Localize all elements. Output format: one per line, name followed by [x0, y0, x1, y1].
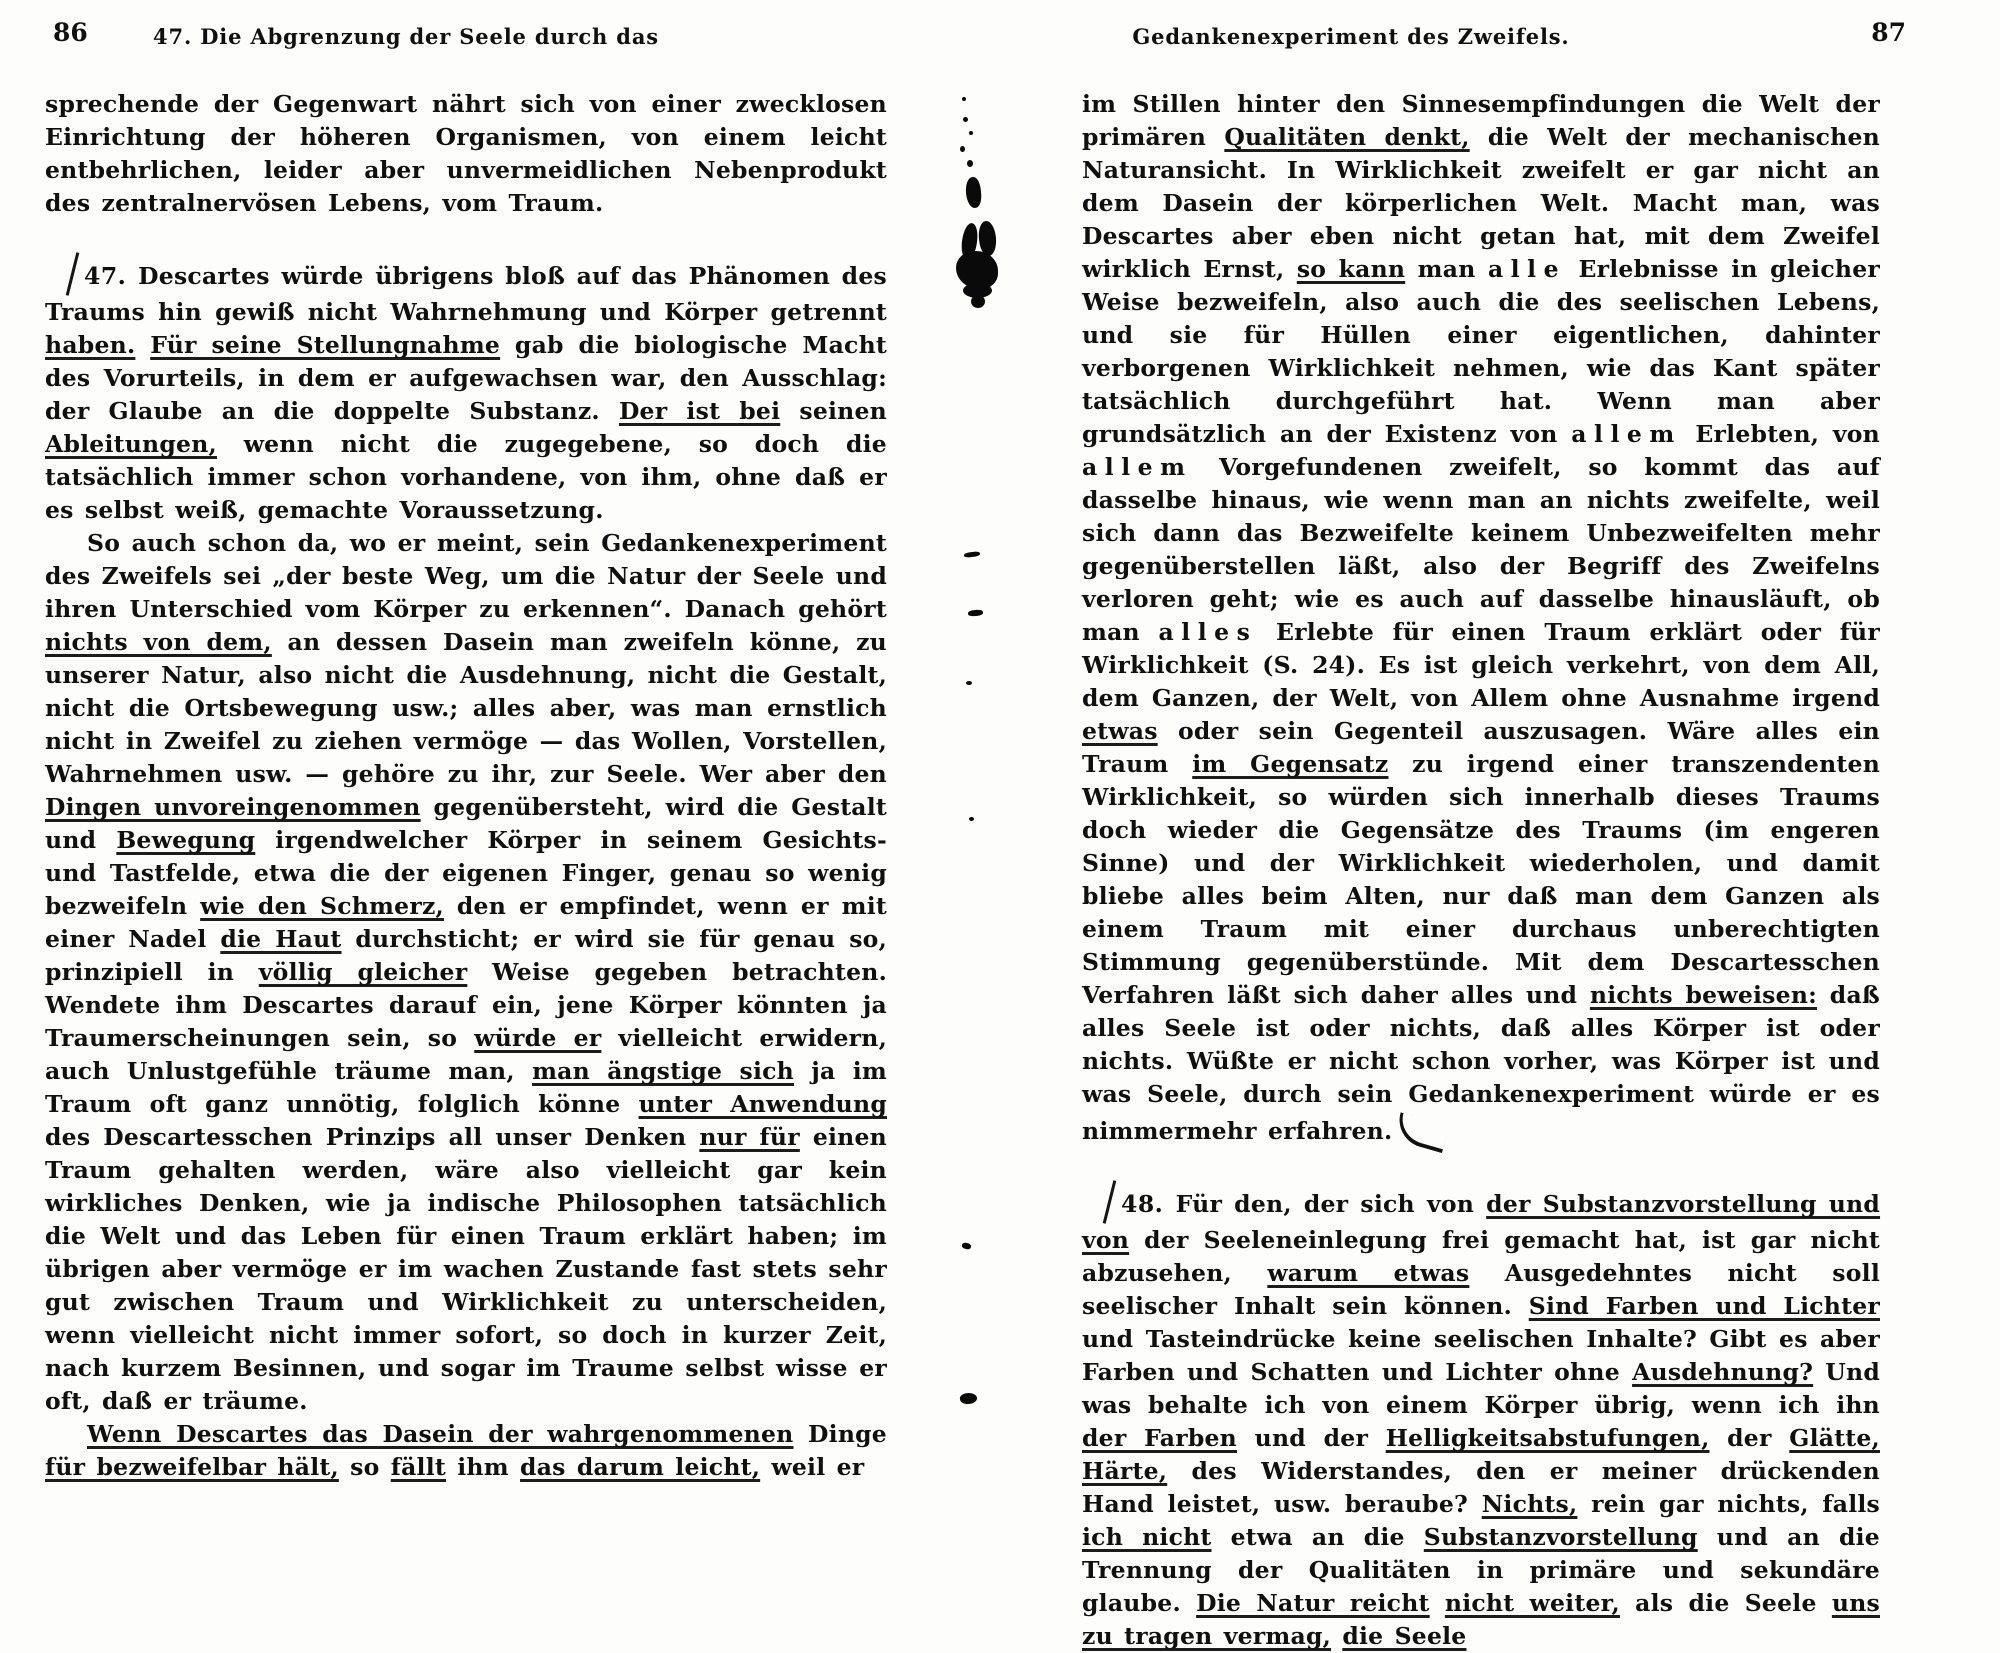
text-segment: der Seeleneinlegung frei gemacht hat, ist gar nicht abzusehen,	[1082, 1226, 1880, 1287]
text-segment: 47.	[84, 262, 139, 290]
pencil-underlined-text: würde er	[474, 1024, 602, 1052]
pencil-underlined-text: fällt	[390, 1453, 446, 1481]
text-segment: die Welt der mechanischen Naturansicht. In Wirklichkeit zweifelt er gar nicht an dem Dasein der körperlichen Welt. Macht man, was Descartes aber eben nicht getan hat, mit dem Zweifel wirklich Ernst,	[1082, 123, 1881, 283]
page-86	[45, 0, 887, 1484]
text-segment: des Descartesschen Prinzips all unser Denken	[45, 1123, 700, 1151]
pencil-underlined-text: wie den Schmerz,	[200, 892, 444, 920]
ink-speck	[968, 609, 983, 616]
text-segment: Erlebten, von	[1681, 420, 1880, 448]
pencil-underlined-text: nur für	[699, 1123, 800, 1151]
text-segment	[135, 331, 150, 359]
text-segment: Erlebnisse in gleicher Weise bezweifeln, also auch die des seelischen Lebens, und sie für Hüllen einer eigentlichen, dahinter verborgenen Wirklichkeit nehmen, wie das Kant später tatsächlich durchgeführt hat. Wenn man aber grundsätzlich an der Existenz von	[1082, 255, 1880, 448]
pencil-underlined-text: Glätte, Härte,	[1082, 1424, 1880, 1485]
handwritten-slash-mark	[66, 252, 80, 295]
running-header: Gedankenexperiment des Zweifels.	[1132, 24, 1570, 49]
paragraph	[1082, 88, 1880, 1148]
text-segment: vielleicht erwidern, auch Unlustgefühle träume man,	[45, 1024, 888, 1085]
pencil-underlined-text: völlig gleicher	[258, 958, 468, 986]
text-segment: und an die Trennung der Qualitäten in primäre und sekundäre glaube.	[1082, 1523, 1880, 1617]
pencil-underlined-text: der Farben	[1082, 1424, 1237, 1452]
page-87-header	[1082, 0, 1906, 60]
text-segment: Dinge	[793, 1420, 887, 1448]
pencil-underlined-text: haben.	[45, 331, 136, 359]
text-segment: etwa an die	[1211, 1523, 1424, 1551]
pencil-underlined-text: warum etwas	[1267, 1259, 1470, 1287]
pen-flourish-mark	[1393, 1112, 1450, 1153]
ink-speck	[966, 681, 972, 685]
pencil-underlined-text: nichts beweisen:	[1589, 981, 1818, 1009]
text-segment: an dessen Dasein man zweifeln könne, zu unserer Natur, also nicht die Ausdehnung, nicht die Gestalt, nicht die Ortsbewegung usw.; alles aber, was man ernstlich nicht in Zweifel zu ziehen vermöge — das Wollen, Vorstellen, Wahrnehmen usw. — gehöre zu ihr, zur Seele. Wer aber den	[45, 628, 887, 788]
text-segment: oder sein Gegenteil auszusagen. Wäre alles ein Traum	[1082, 717, 1880, 778]
page-86-header	[45, 0, 887, 60]
text-segment: ihm	[445, 1453, 521, 1481]
pencil-underlined-text: der Substanzvorstellung und von	[1082, 1190, 1881, 1254]
pencil-underlined-text: Bewegung	[116, 826, 256, 854]
pencil-underlined-text: für bezweifelbar hält,	[45, 1453, 339, 1481]
text-segment: seinen	[780, 397, 887, 425]
paragraph	[45, 252, 887, 527]
pencil-underlined-text: Nichts,	[1481, 1490, 1578, 1518]
text-segment: ja im Traum oft ganz unnötig, folglich könne	[45, 1057, 887, 1118]
ink-speck	[969, 131, 973, 135]
text-segment: so	[338, 1453, 391, 1481]
pencil-underlined-text: nichts von dem,	[45, 628, 272, 656]
text-segment	[1430, 1589, 1445, 1617]
pencil-underlined-text: uns zu tragen vermag,	[1082, 1589, 1880, 1650]
text-segment: im Stillen hinter den Sinnesempfindungen die Welt der primären	[1082, 90, 1880, 151]
text-segment: Vorgefundenen zweifelt, so kommt das auf dasselbe hinaus, wie wenn man an nichts zweifelte, weil sich dann das Bezweifelte keinem Unbezweifelten mehr gegenüberstellen läßt, also der Begriff des Zweifelns verloren geht; wie es auch auf dasselbe hinausläuft, ob man	[1082, 453, 1880, 646]
ink-speck	[969, 817, 974, 821]
pencil-underlined-text: Wenn Descartes das Dasein der wahrgenommenen	[87, 1420, 794, 1448]
page-86-body-text	[45, 88, 887, 1484]
pencil-underlined-text: die Haut	[220, 925, 342, 953]
pencil-underlined-text: ich nicht	[1082, 1523, 1212, 1551]
pencil-underlined-text: man ängstige sich	[532, 1057, 794, 1085]
text-segment: durchsticht; er wird sie für genau so, prinzipiell in	[45, 925, 887, 986]
handwritten-slash-mark	[1103, 1180, 1117, 1223]
ink-speck	[963, 117, 968, 122]
pencil-underlined-text: Helligkeitsabstufungen,	[1385, 1424, 1710, 1452]
pencil-underlined-text: die Seele	[1342, 1622, 1467, 1650]
page-87-body-text	[1082, 88, 1880, 1653]
text-segment: als die Seele	[1619, 1589, 1832, 1617]
text-segment: und der	[1237, 1424, 1386, 1452]
ink-speck	[960, 146, 965, 152]
text-segment: wenn nicht die zugegebene, so doch die tatsächlich immer schon vorhandene, von ihm, ohne daß er es selbst weiß, gemachte Voraussetzung.	[45, 430, 887, 524]
pencil-underlined-text: so kann	[1296, 255, 1406, 283]
ink-speck	[959, 1392, 978, 1406]
text-segment: irgendwelcher Körper in seinem Gesichts- und Tastfelde, etwa die der eigenen Finger, genau so wenig bezweifeln	[45, 826, 887, 920]
text-segment: Ausgedehntes nicht soll seelischer Inhalt sein können.	[1082, 1259, 1880, 1320]
text-segment: Für den, der sich von	[1175, 1190, 1487, 1218]
pencil-underlined-text: Ausdehnung?	[1632, 1358, 1814, 1386]
text-segment: gab die biologische Macht des Vorurteils, in dem er aufgewachsen war, den Ausschlag: der Glaube an die doppelte Substanz.	[45, 331, 887, 425]
text-segment: sprechende der Gegenwart nährt sich von einer zwecklosen Einrichtung der höheren Organismen, von einem leicht entbehrlichen, leider aber unvermeidlichen Nebenprodukt des zentralnervösen Lebens, vom Traum.	[45, 90, 887, 217]
text-segment: weil er	[760, 1453, 865, 1481]
text-segment: 48.	[1121, 1190, 1176, 1218]
ink-speck	[961, 1242, 971, 1250]
text-segment	[1331, 1622, 1342, 1650]
pencil-underlined-text: im Gegensatz	[1192, 750, 1389, 778]
paragraph	[45, 1418, 887, 1484]
text-segment: alle	[1487, 255, 1567, 283]
running-header: 47. Die Abgrenzung der Seele durch das	[153, 24, 659, 49]
ink-speck	[964, 551, 980, 558]
pencil-underlined-text: Dingen unvoreingenommen	[45, 793, 421, 821]
text-segment: zu irgend einer transzendenten Wirklichkeit, so würden sich innerhalb dieses Traums doch wieder die Gegensätze des Traums (im engeren Sinne) und der Wirklichkeit wiederholen, und damit bliebe alles beim Alten, nur daß man dem Ganzen als einem Traum mit einer durchaus unberechtigten Stimmung gegenüberstünde. Mit dem Descartesschen Verfahren läßt sich daher alles und	[1082, 750, 1881, 1009]
text-segment: allem	[1571, 420, 1682, 448]
text-segment: und Tasteindrücke keine seelischen Inhalte? Gibt es aber Farben und Schatten und Lichter ohne	[1082, 1325, 1880, 1386]
text-segment: allem	[1082, 453, 1193, 481]
pencil-underlined-text: das darum leicht,	[520, 1453, 761, 1481]
text-segment: der	[1709, 1424, 1790, 1452]
text-segment: man	[1405, 255, 1488, 283]
pencil-underlined-text: Ableitungen,	[45, 430, 217, 458]
paragraph	[45, 88, 887, 220]
ink-speck	[962, 97, 966, 101]
text-segment: gegenübersteht, wird die Gestalt und	[45, 793, 888, 854]
text-segment: einen Traum gehalten werden, wäre also vielleicht gar kein wirkliches Denken, wie ja indische Philosophen tatsächlich die Welt und das Leben für einen Traum erklärt haben; im übrigen aber vermöge er im wachen Zustande fast stets sehr gut zwischen Traum und Wirklichkeit zu unterscheiden, wenn vielleicht nicht immer sofort, so doch in kurzer Zeit, nach kurzem Besinnen, und sogar im Traume selbst wisse er oft, daß er träume.	[45, 1123, 887, 1415]
ink-speck	[967, 160, 973, 167]
text-segment: Weise gegeben betrachten. Wendete ihm Descartes darauf ein, jene Körper könnten ja Traumerscheinungen sein, so	[45, 958, 887, 1052]
page-number: 86	[53, 18, 88, 47]
paragraph	[1082, 1180, 1880, 1653]
ink-smudge	[971, 295, 985, 308]
page-number: 87	[1871, 18, 1906, 47]
ink-smudge	[964, 176, 982, 208]
text-segment: rein gar nichts, falls	[1577, 1490, 1880, 1518]
pencil-underlined-text: Sind Farben und Lichter	[1528, 1292, 1881, 1320]
pencil-underlined-text: Substanzvorstellung	[1423, 1523, 1698, 1551]
pencil-underlined-text: unter Anwendung	[638, 1090, 887, 1118]
text-segment: alles	[1158, 618, 1258, 646]
text-segment: Und was behalte ich von einem Körper übrig, wenn ich ihn	[1082, 1358, 1880, 1419]
pencil-underlined-text: Der ist bei	[618, 397, 781, 425]
text-segment: Erlebte für einen Traum erklärt oder für Wirklichkeit (S. 24). Es ist gleich verkehrt, von dem All, dem Ganzen, der Welt, von Allem ohne Ausnahme irgend	[1082, 618, 1880, 712]
text-segment: daß alles Seele ist oder nichts, daß alles Körper ist oder nichts. Wüßte er nicht schon vorher, was Körper ist und was Seele, durch sein Gedankenexperiment würde er es nimmermehr erfahren.	[1082, 981, 1881, 1145]
pencil-underlined-text: etwas	[1082, 717, 1158, 745]
text-segment: den er empfindet, wenn er mit einer Nadel	[45, 892, 887, 953]
text-segment: So auch schon da, wo er meint, sein Gedankenexperiment des Zweifels sei „der beste Weg, um die Natur der Seele und ihren Unterschied vom Körper zu erkennen“. Danach gehört	[45, 529, 887, 623]
text-segment: Descartes würde übrigens bloß auf das Phänomen des Traums hin gewiß nicht Wahrnehmung und Körper getrennt	[45, 262, 888, 326]
pencil-underlined-text: Qualitäten denkt,	[1224, 123, 1470, 151]
text-segment: des Widerstandes, den er meiner drückenden Hand leistet, usw. beraube?	[1082, 1457, 1880, 1518]
pencil-underlined-text: Die Natur reicht	[1196, 1589, 1430, 1617]
pencil-underlined-text: Für seine Stellungnahme	[150, 331, 501, 359]
paragraph	[45, 527, 887, 1418]
pencil-underlined-text: nicht weiter,	[1444, 1589, 1620, 1617]
page-87	[1082, 0, 1906, 1653]
